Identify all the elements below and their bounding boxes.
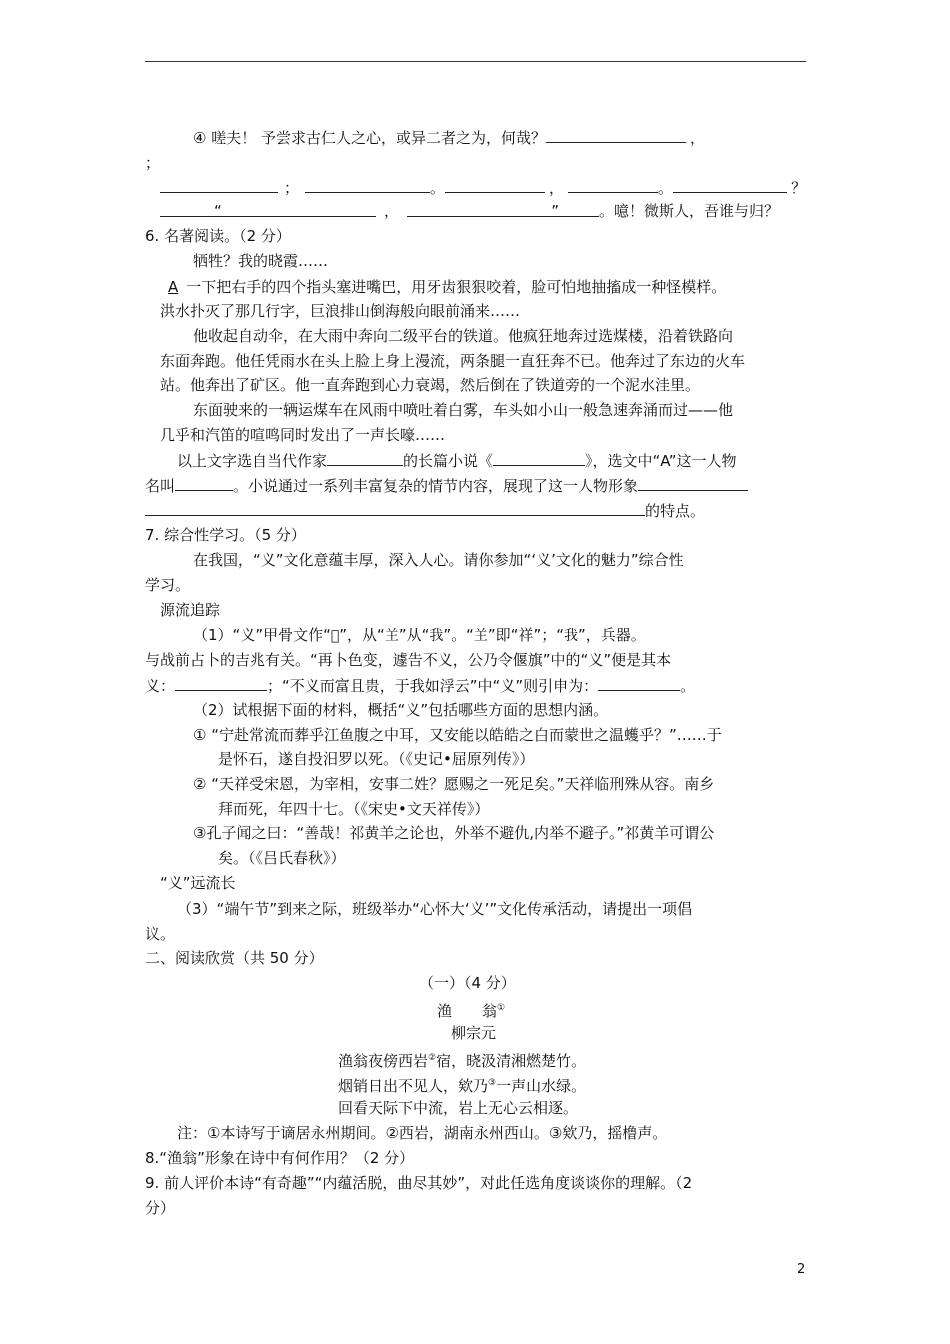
original-meaning-blank[interactable] — [175, 675, 267, 691]
part2-title: 二、阅读欣赏（共 50 分） — [145, 949, 324, 967]
poem-author: 柳宗元 — [451, 1024, 497, 1042]
q6-question-line2: 名叫 。小说通过一系列丰富复杂的情节内容，展现了这一人物形象 — [145, 475, 748, 496]
answer-blank[interactable] — [305, 177, 430, 193]
footnote-mark: ① — [497, 1003, 506, 1013]
answer-blank[interactable] — [160, 177, 278, 193]
q7-s1-line1: （1）“义”甲骨文作“𢑚”，从“𦍌”从“我”。“𦍌”即“祥”；“我”，兵器。 — [193, 626, 646, 644]
poem-line1: 渔翁夜傍西岩②宿，晓汲清湘燃楚竹。 — [338, 1052, 587, 1070]
q5-4-line2: ； — [145, 154, 161, 172]
q7-title: 7. 综合性学习。（5 分） — [145, 526, 306, 544]
q6-title: 6. 名著阅读。（2 分） — [145, 227, 291, 245]
q6-para3-line1: 他收起自动伞，在大雨中奔向二级平台的铁道。他疯狂地奔过选煤楼，沿着铁路向 — [193, 327, 734, 345]
q6-para2-line2: 洪水扑灭了那几行字，巨浪排山倒海般向眼前涌来…… — [160, 302, 521, 320]
q6-para1: 牺牲？我的晓霞…… — [193, 252, 329, 270]
q5-4-line1: ④ 嗟夫！ 予尝求古仁人之心，或异二者之为，何哉？ ， — [193, 129, 706, 147]
q7-section-legacy: “义”远流长 — [160, 874, 236, 892]
q7-material3-line2: 矣。（《吕氏春秋》） — [218, 849, 346, 867]
character-a-mark: A — [168, 278, 179, 296]
answer-blank[interactable]: “ — [160, 201, 376, 217]
oracle-bone-yi-icon: 𢑚 — [330, 628, 340, 644]
q7-intro-line1: 在我国，“义”文化意蕴丰厚，深入人心。请你参加“‘义’文化的魅力”综合性 — [193, 551, 684, 569]
answer-blank[interactable] — [638, 475, 748, 491]
answer-blank[interactable] — [546, 127, 686, 143]
character-name-blank[interactable] — [175, 475, 233, 491]
q6-para4-line2: 几乎和汽笛的喧鸣同时发出了一声长嚎…… — [160, 426, 446, 444]
question-9-line1: 9. 前人评价本诗“有奇趣”“内蕴活脱，曲尽其妙”，对此任选角度谈谈你的理解。（2 — [145, 1174, 693, 1192]
traits-blank[interactable] — [145, 500, 645, 516]
footnote-mark: ② — [428, 1053, 437, 1063]
poem-notes: 注：①本诗写于谪居永州期间。②西岩，湖南永州西山。③欸乃，摇橹声。 — [177, 1124, 668, 1142]
novel-title-blank[interactable] — [493, 450, 585, 466]
q7-s1-line2: 与战前占卜的吉兆有关。“再卜色变，遽告不义，公乃令偃旗”中的“义”便是其本 — [145, 651, 672, 669]
q7-section-origin: 源流追踪 — [160, 601, 221, 619]
footnote-mark: ③ — [488, 1078, 497, 1088]
answer-blank[interactable]: ” — [407, 201, 599, 217]
oracle-bone-yang-icon: 𦍌 — [473, 628, 488, 644]
question-9-line2: 分） — [145, 1199, 176, 1217]
q6-para2-line1: A 一下把右手的四个指头塞进嘴巴，用牙齿狠狠咬着，脸可怕地抽搐成一种怪模样。 — [160, 277, 726, 297]
oracle-bone-wo-icon: 我 — [564, 628, 578, 644]
question-8: 8.“渔翁”形象在诗中有何作用？（2 分） — [145, 1149, 415, 1167]
poem-line3: 回看天际下中流，岩上无心云相逐。 — [338, 1099, 579, 1117]
author-blank[interactable] — [327, 450, 403, 466]
q7-material2-line1: ② “天祥受宋恩，为宰相，安事二姓？愿赐之一死足矣。”天祥临刑殊从容。南乡 — [193, 775, 715, 793]
q7-s2: （2）试根据下面的材料，概括“义”包括哪些方面的思想内涵。 — [193, 701, 609, 719]
q7-intro-line2: 学习。 — [145, 576, 191, 594]
q5-4-line3: ； 。 ， 。 ？ — [160, 177, 806, 198]
answer-blank[interactable] — [445, 177, 545, 193]
header-rule — [145, 61, 806, 62]
oracle-bone-yang-icon: 𦍌 — [384, 628, 399, 644]
q6-question-line3: 的特点。 — [145, 500, 705, 521]
poem-line2: 烟销日出不见人，欸乃③一声山水绿。 — [338, 1077, 587, 1095]
q6-para4-line1: 东面驶来的一辆运煤车在风雨中喷吐着白雾，车头如小山一般急速奔涌而过——他 — [193, 401, 734, 419]
answer-blank[interactable] — [568, 177, 658, 193]
q6-question-line1: 以上文字选自当代作家 的长篇小说《 》，选文中“A”这一人物 — [177, 452, 737, 470]
oracle-bone-wo-icon: 我 — [429, 628, 444, 644]
q7-material3-line1: ③孔子闻之曰：“善哉！祁黄羊之论也，外举不避仇,内举不避子。”祁黄羊可谓公 — [193, 824, 715, 842]
poem-title: 渔 翁① — [437, 1002, 506, 1020]
q7-material2-line2: 拜而死，年四十七。（《宋史•文天祥传》） — [218, 800, 490, 818]
q7-s1-line3: 义： ；“不义而富且贵，于我如浮云”中“义”则引申为： 。 — [145, 677, 696, 695]
extended-meaning-blank[interactable] — [598, 675, 680, 691]
q7-material1-line2: 是怀石，遂自投汨罗以死。（《史记•屈原列传》） — [218, 750, 535, 768]
q7-s3-line1: （3）“端午节”到来之际，班级举办“心怀大‘义’”文化传承活动，请提出一项倡 — [177, 900, 693, 918]
part2-subsection: （一）（4 分） — [419, 974, 516, 992]
q6-para3-line2: 东面奔跑。他任凭雨水在头上脸上身上漫流，两条腿一直狂奔不已。他奔过了东边的火车 — [160, 352, 746, 370]
q7-s3-line2: 议。 — [145, 925, 176, 943]
answer-blank[interactable] — [673, 177, 787, 193]
page-number: 2 — [797, 1262, 806, 1277]
q5-4-line4: “ ， ” 。噫！微斯人，吾谁与归？ — [160, 201, 779, 221]
q6-para3-line3: 站。他奔出了矿区。他一直奔跑到心力衰竭，然后倒在了铁道旁的一个泥水洼里。 — [160, 376, 701, 394]
q7-material1-line1: ① “宁赴常流而葬乎江鱼腹之中耳，又安能以皓皓之白而蒙世之温蠖乎？”……于 — [193, 726, 722, 744]
